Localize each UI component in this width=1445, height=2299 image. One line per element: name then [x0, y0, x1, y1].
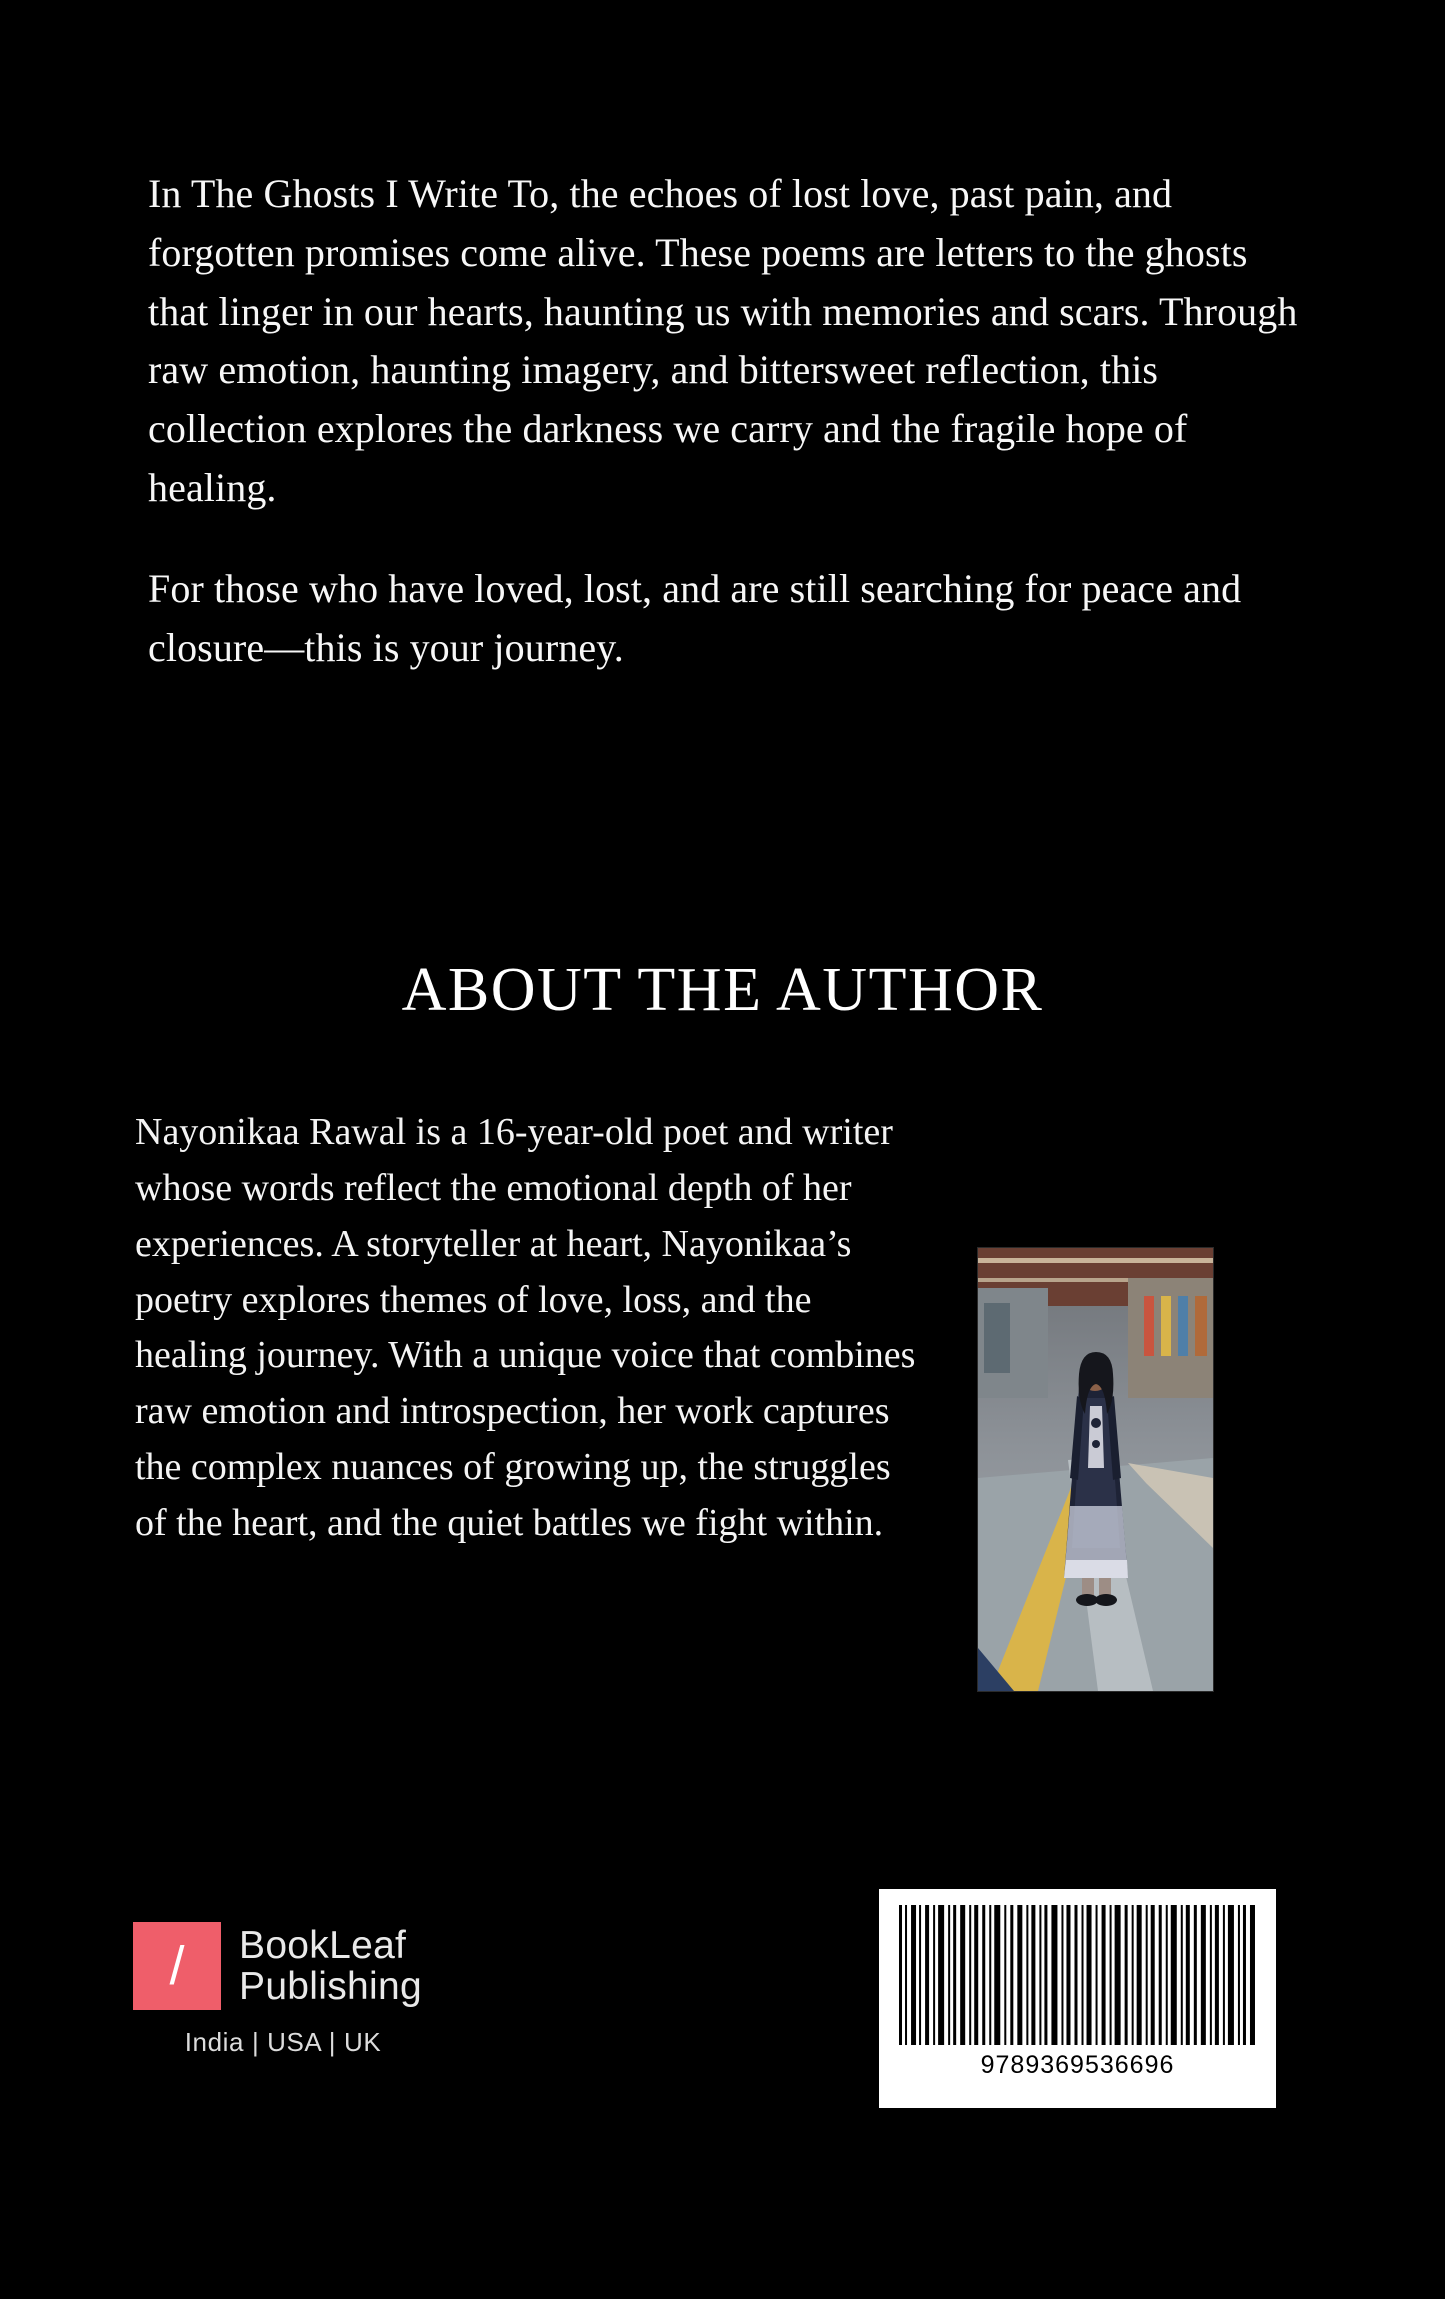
book-blurb — [148, 165, 1298, 677]
bookleaf-mark-icon — [133, 1922, 221, 2010]
author-photo — [977, 1247, 1214, 1692]
publisher-regions: India | USA | UK — [184, 2027, 382, 2057]
barcode — [879, 1889, 1276, 2108]
publisher-name-line1: BookLeaf — [239, 1923, 407, 1967]
about-the-author-heading: ABOUT THE AUTHOR — [401, 956, 1044, 1024]
isbn-number: 9789369536696 — [980, 2051, 1175, 2079]
blurb-paragraph-1: In The Ghosts I Write To, the echoes of lost love, past pain, and forgotten promises come alive. These poems are letters to the ghosts that linger in our hearts, haunting us with memories and scars. Through raw emotion, haunting imagery, and bittersweet reflection, this collection explores the darkness we carry and the fragile hope of healing. — [148, 171, 1298, 510]
author-bio-text: Nayonikaa Rawal is a 16-year-old poet and writer whose words reflect the emotional depth of her experiences. A storyteller at heart, Nayonikaa’s poetry explores themes of love, loss, and the healing journey. With a unique voice that combines raw emotion and introspection, her work captures the complex nuances of growing up, the struggles of the heart, and the quiet battles we fight within. — [135, 1111, 916, 1545]
slash-glyph: / — [169, 1936, 185, 1996]
barcode-bars-icon — [897, 1905, 1258, 2045]
publisher-name-line2: Publishing — [239, 1965, 422, 2008]
publisher-logo — [133, 1922, 533, 2058]
author-bio — [135, 1105, 925, 1552]
publisher-name — [239, 1925, 422, 2008]
publisher-logo-row — [133, 1922, 533, 2010]
blurb-paragraph-2: For those who have loved, lost, and are still searching for peace and closure—this is your journey. — [148, 565, 1242, 670]
